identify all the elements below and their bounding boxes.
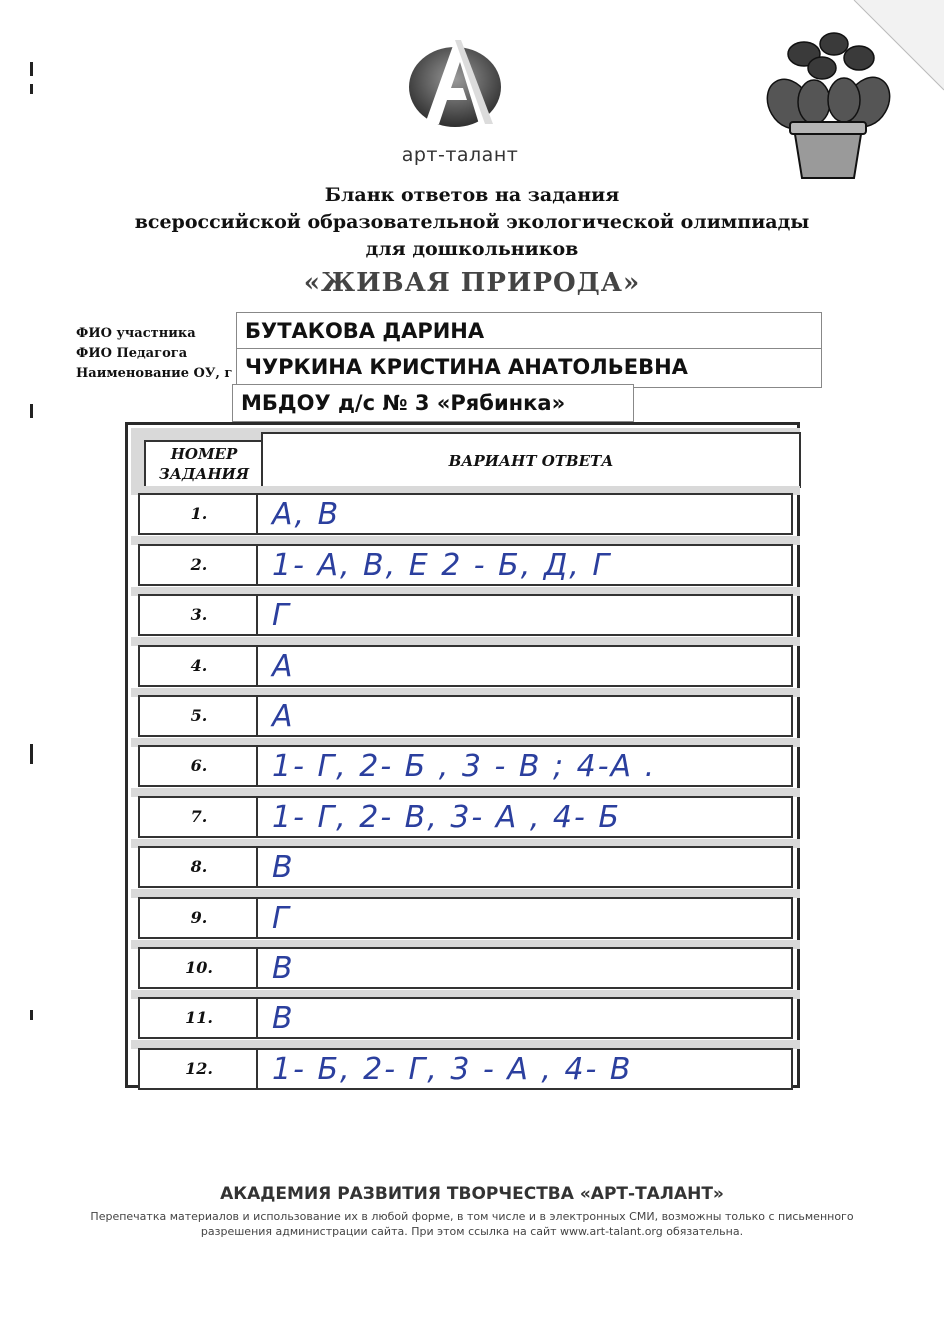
copyright-notice: Перепечатка материалов и использование их в любой форме, в том числе и в электронных СМИ, возможны только с письменного разрешения администрации сайта. При этом ссылка на сайт www.art-talant.org обязательна. [90,1210,854,1238]
table-row [138,947,793,989]
task-number: 11. [138,997,260,1039]
task-number: 10. [138,947,260,989]
table-row [138,594,793,636]
task-number: 1. [138,493,260,535]
handwritten-answer: А, В [256,493,793,535]
task-number: 9. [138,897,260,939]
potted-violet-icon [764,24,892,184]
scan-margin-mark [30,404,33,418]
task-number: 6. [138,745,260,787]
task-number: 3. [138,594,260,636]
table-row [138,695,793,737]
table-row [138,846,793,888]
scan-margin-mark [30,84,33,94]
handwritten-answer: 1- Г, 2- Б , 3 - В ; 4-А . [256,745,793,787]
table-header [131,428,800,486]
table-row [138,645,793,687]
header-task-number: НОМЕР ЗАДАНИЯ [144,440,264,488]
table-row [138,544,793,586]
table-row [138,1048,793,1090]
task-number: 4. [138,645,260,687]
handwritten-answer: А [256,645,793,687]
handwritten-answer: 1- А, В, Е 2 - Б, Д, Г [256,544,793,586]
handwritten-answer: 1- Б, 2- Г, 3 - А , 4- В [256,1048,793,1090]
table-row [138,997,793,1039]
scan-margin-mark [30,1010,33,1020]
participant-label: ФИО участника [76,326,196,341]
task-number: 2. [138,544,260,586]
handwritten-answer: В [256,997,793,1039]
handwritten-answer: Г [256,594,793,636]
answer-table [125,422,800,1088]
brand-name: арт-талант [401,144,519,166]
header-answer: ВАРИАНТ ОТВЕТА [261,432,801,488]
task-number: 5. [138,695,260,737]
institution-label: Наименование ОУ, г [76,366,233,381]
task-number: 7. [138,796,260,838]
form-title: Бланк ответов на задания [324,184,620,206]
scan-margin-mark [30,62,33,76]
scan-margin-mark [30,744,33,764]
olympiad-description: всероссийской образовательной экологической олимпиады [134,211,810,233]
academy-name: АКАДЕМИЯ РАЗВИТИЯ ТВОРЧЕСТВА «АРТ-ТАЛАНТ» [220,1184,724,1204]
table-row [138,796,793,838]
audience-line: для дошкольников [365,238,579,260]
handwritten-answer: В [256,846,793,888]
table-row [138,745,793,787]
teacher-label: ФИО Педагога [76,346,188,361]
answer-table-frame [125,422,800,1088]
table-row [138,493,793,535]
handwritten-answer: 1- Г, 2- В, 3- А , 4- Б [256,796,793,838]
handwritten-answer: В [256,947,793,989]
handwritten-answer: Г [256,897,793,939]
table-row [138,897,793,939]
institution-name-field: МБДОУ д/с № 3 «Рябинка» [232,384,634,422]
handwritten-answer: А [256,695,793,737]
task-number: 12. [138,1048,260,1090]
art-talant-logo-icon [405,32,505,132]
participant-name-field: БУТАКОВА ДАРИНА [236,312,822,350]
olympiad-name: «ЖИВАЯ ПРИРОДА» [303,268,641,298]
task-number: 8. [138,846,260,888]
teacher-name-field: ЧУРКИНА КРИСТИНА АНАТОЛЬЕВНА [236,348,822,388]
